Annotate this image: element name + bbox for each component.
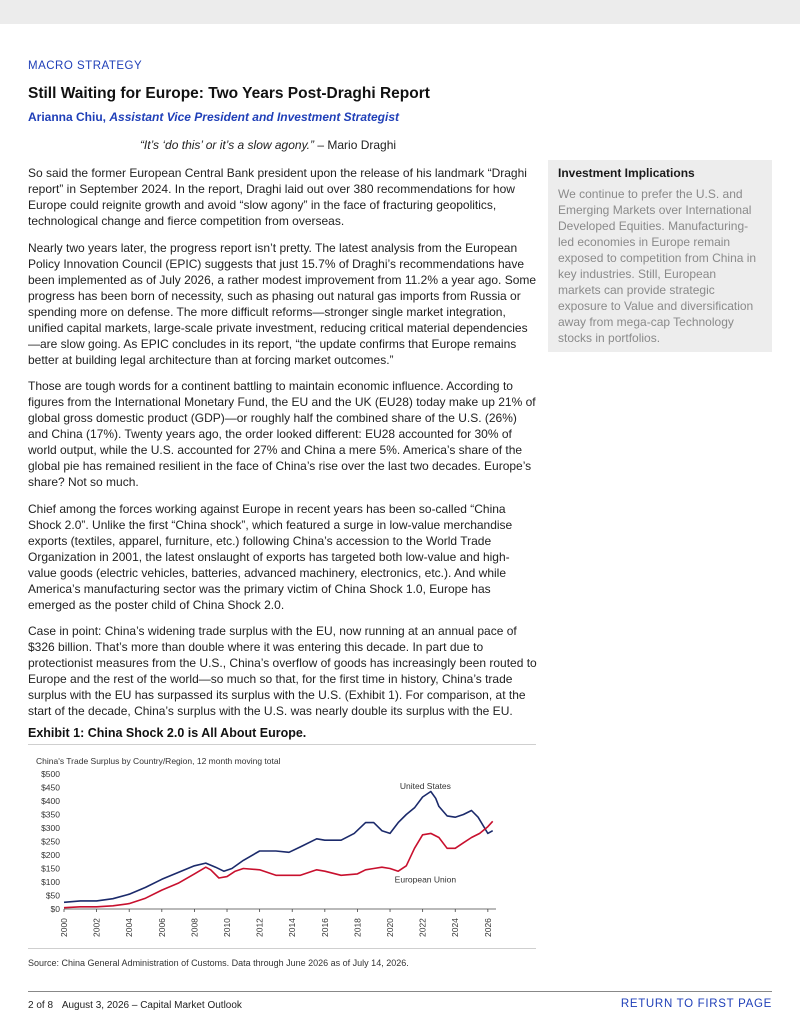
x-tick-label: 2014	[287, 918, 298, 937]
y-tick-label: $300	[41, 823, 60, 833]
y-tick-label: $50	[45, 890, 60, 901]
paragraph: Nearly two years later, the progress report isn’t pretty. The latest analysis from the European Policy Innovation Council (EPIC) suggests that just 15.7% of Draghi’s recommendations have been implemented as of July 2026, a rather modest improvement from 11.2% a year ago. Some progress has been born of necessity, such as phasing out natural gas imports from Russia or spending more on defense. The more difficult reforms—stronger single market integration, unified capital markets, large-scale private investment, reducing critical material dependencies—are slow going. As EPIC concludes in its report, “the update confirms that Europe remains better at building legal architecture than at forcing market outcomes.”	[28, 240, 537, 367]
paragraph: Case in point: China’s widening trade surplus with the EU, now running at an annual pace of $326 billion. That’s more than double where it was entering this decade. In part due to protectionist measures from the U.S., China’s overflow of goods has increasingly been routed to Europe and the rest of the world—so much so that, for the first time in history, China’s trade surplus with the EU has surpassed its surplus with the U.S. (Exhibit 1). For comparison, at the start of the decade, China’s surplus with the U.S. was nearly double its surplus with the EU.	[28, 624, 537, 718]
x-tick-label: 2018	[352, 918, 363, 937]
y-tick-label: $200	[41, 850, 60, 860]
x-tick-label: 2016	[319, 918, 330, 937]
x-tick-label: 2024	[450, 918, 461, 937]
page-number: 2 of 8	[28, 1000, 54, 1011]
paragraph: So said the former European Central Bank president upon the release of his landmark “Draghi report” in September 2024. In the report, Draghi laid out over 380 recommendations for how Europe could reignite growth and avoid “slow agony” in the face of fracturing geopolitics, technological change and fierce competition from overseas.	[28, 166, 527, 228]
y-tick-label: $500	[41, 769, 60, 779]
y-tick-label: $450	[41, 782, 60, 793]
article-title: Still Waiting for Europe: Two Years Post-Draghi Report	[28, 85, 430, 102]
united-states-series-line	[64, 792, 493, 903]
top-bar	[0, 0, 800, 24]
footer-divider	[28, 991, 772, 992]
x-tick-label: 2012	[254, 918, 265, 937]
quote-text: “It’s ‘do this’ or it’s a slow agony.”	[139, 138, 315, 152]
investment-implications-box	[548, 160, 772, 352]
trade-surplus-chart	[28, 750, 538, 946]
y-tick-label: $0	[50, 904, 60, 914]
publication-date: August 3, 2026 – Capital Market Outlook	[61, 1000, 242, 1011]
european-union-label: European Union	[394, 874, 457, 885]
x-tick-label: 2004	[124, 918, 135, 937]
y-tick-label: $250	[41, 836, 60, 847]
chart-series-labels	[395, 781, 457, 885]
return-to-first-page-link[interactable]: RETURN TO FIRST PAGE	[620, 998, 772, 1010]
exhibit-divider-bottom	[28, 948, 536, 949]
x-tick-label: 2006	[156, 918, 167, 937]
footer-info	[28, 1000, 242, 1011]
author-name: Arianna Chiu,	[28, 110, 107, 124]
united-states-label: United States	[399, 780, 451, 791]
x-tick-label: 2022	[417, 918, 428, 937]
quote-attribution: – Mario Draghi	[317, 138, 397, 152]
y-tick-label: $150	[41, 863, 60, 874]
x-tick-label: 2020	[385, 918, 396, 937]
section-label: MACRO STRATEGY	[28, 60, 143, 72]
paragraph: Chief among the forces working against Europe in recent years has been so-called “China Shock 2.0”. Unlike the first “China shock”, which featured a surge in low-value merchandise exports (textiles, apparel, furniture, etc.) following China’s accession to the World Trade Organization in 2001, the latest onslaught of exports has targeted both low-value and high-value goods (electric vehicles, batteries, advanced machinery, electronics, etc.). And while America’s manufacturing sector was the primary victim of China Shock 1.0, Europe has emerged as the poster child of China Shock 2.0.	[28, 501, 513, 612]
x-tick-label: 2008	[189, 918, 200, 937]
x-tick-label: 2010	[222, 918, 233, 937]
article-body	[28, 165, 538, 730]
chart-title: China's Trade Surplus by Country/Region, 12 month moving total	[36, 756, 281, 766]
author-line	[28, 110, 399, 124]
x-tick-label: 2000	[59, 918, 69, 937]
y-tick-label: $100	[41, 877, 60, 887]
epigraph-quote	[0, 138, 536, 152]
sidebar-text: We continue to prefer the U.S. and Emerging Markets over International Developed Equities. Manufacturing-led economies in Europe remain exposed to competition from China in key industries. Still, European markets can provide strategic exposure to Value and diversification away from mega-cap Technology stocks in portfolios.	[558, 187, 757, 345]
exhibit-divider-top	[28, 744, 536, 745]
y-tick-label: $350	[41, 809, 60, 820]
paragraph: Those are tough words for a continent battling to maintain economic influence. According to figures from the International Monetary Fund, the EU and the UK (EU28) today make up 21% of global gross domestic product (GDP)—or roughly half the combined share of the U.S. (26%) and China (17%). Twenty years ago, the order looked different: EU28 accounted for 30% of world output, while the U.S. accounted for 27% and China a mere 5%. America’s share of the global pie has remained resilient in the face of China’s rise over the last two decades. Europe’s share? Not so much.	[28, 379, 536, 489]
y-tick-label: $400	[41, 796, 60, 806]
x-tick-label: 2026	[482, 918, 493, 937]
x-tick-label: 2002	[91, 918, 102, 937]
author-role: Assistant Vice President and Investment Strategist	[109, 110, 400, 124]
chart-source: Source: China General Administration of Customs. Data through June 2026 as of July 14, 2026.	[28, 958, 409, 968]
exhibit-title: Exhibit 1: China Shock 2.0 is All About Europe.	[28, 726, 307, 740]
sidebar-title: Investment Implications	[558, 166, 695, 180]
chart-series-group	[64, 792, 493, 908]
